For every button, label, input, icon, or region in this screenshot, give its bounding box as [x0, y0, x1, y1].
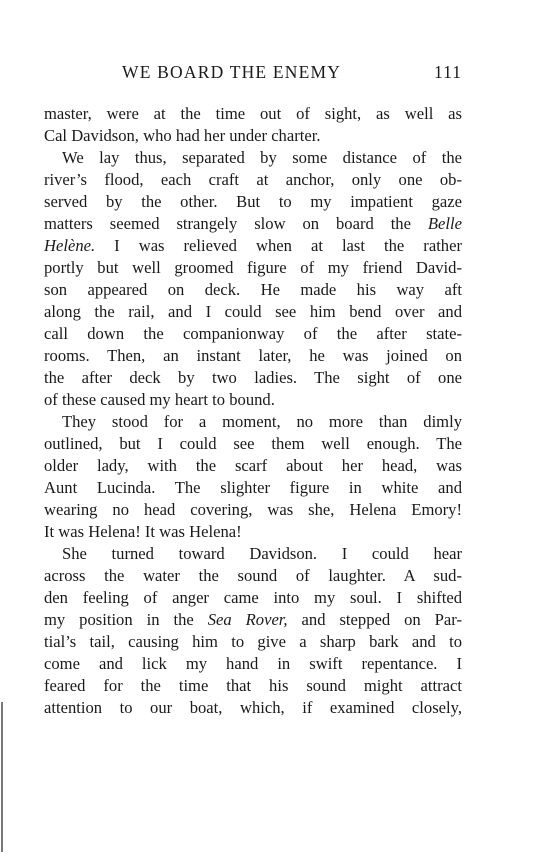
text-segment: I was relieved when at last the rather [95, 236, 462, 255]
running-title: WE BOARD THE ENEMY [122, 62, 342, 82]
text-segment: of these caused my heart to bound. [44, 390, 275, 409]
text-segment: It was Helena! It was Helena! [44, 522, 242, 541]
text-line [44, 169, 462, 191]
text-line [44, 565, 462, 587]
page-number: 111 [434, 62, 462, 82]
text-segment: along the rail, and I could see him bend over and [44, 302, 462, 321]
text-segment: matters seemed strangely slow on board the [44, 214, 428, 233]
text-segment: Aunt Lucinda. The slighter figure in white and [44, 478, 462, 497]
text-line [44, 477, 462, 499]
text-segment: feared for the time that his sound might attract [44, 676, 462, 695]
text-line [44, 609, 462, 631]
text-segment: We lay thus, separated by some distance of the [62, 148, 462, 167]
text-segment: son appeared on deck. He made his way aft [44, 280, 462, 299]
text-segment: den feeling of anger came into my soul. I shifted [44, 588, 462, 607]
text-line [44, 213, 462, 235]
text-segment: rooms. Then, an instant later, he was joined on [44, 346, 462, 365]
text-segment: and stepped on Par- [287, 610, 462, 629]
text-segment: served by the other. But to my impatient gaze [44, 192, 462, 211]
text-segment: outlined, but I could see them well enough. The [44, 434, 462, 453]
text-line [44, 389, 462, 411]
text-line [44, 543, 462, 565]
text-segment: the after deck by two ladies. The sight of one [44, 368, 462, 387]
text-line [44, 103, 462, 125]
text-segment: Cal Davidson, who had her under charter. [44, 126, 321, 145]
text-segment: attention to our boat, which, if examined closely, [44, 698, 462, 717]
text-line [44, 147, 462, 169]
running-head [44, 58, 462, 88]
text-line [44, 125, 462, 147]
page-edge-mark [1, 702, 3, 852]
text-line [44, 521, 462, 543]
text-line [44, 301, 462, 323]
text-line [44, 323, 462, 345]
text-segment: older lady, with the scarf about her head, was [44, 456, 462, 475]
text-segment: call down the companionway of the after state- [44, 324, 462, 343]
italic-text: Belle [427, 214, 462, 233]
text-line [44, 697, 462, 719]
text-segment: master, were at the time out of sight, as well as [44, 104, 462, 123]
text-line [44, 631, 462, 653]
text-line [44, 587, 462, 609]
text-segment: across the water the sound of laughter. A sud- [44, 566, 462, 585]
text-line [44, 235, 462, 257]
text-line [44, 455, 462, 477]
text-line [44, 257, 462, 279]
text-line [44, 191, 462, 213]
text-line [44, 675, 462, 697]
text-line [44, 653, 462, 675]
text-line [44, 279, 462, 301]
text-segment: They stood for a moment, no more than dimly [62, 412, 462, 431]
text-segment: wearing no head covering, was she, Helena Emory! [44, 500, 462, 519]
italic-text: Sea Rover, [207, 610, 288, 629]
text-segment: tial’s tail, causing him to give a sharp bark and to [44, 632, 462, 651]
text-segment: She turned toward Davidson. I could hear [62, 544, 462, 563]
text-line [44, 499, 462, 521]
text-line [44, 411, 462, 433]
text-segment: my position in the [44, 610, 208, 629]
italic-text: Helène. [44, 236, 96, 255]
text-segment: come and lick my hand in swift repentance. I [44, 654, 462, 673]
text-line [44, 433, 462, 455]
text-line [44, 367, 462, 389]
text-segment: river’s flood, each craft at anchor, only one ob- [44, 170, 462, 189]
text-line [44, 345, 462, 367]
body-text [44, 103, 462, 719]
book-page [44, 58, 462, 719]
text-segment: portly but well groomed figure of my friend David- [44, 258, 462, 277]
